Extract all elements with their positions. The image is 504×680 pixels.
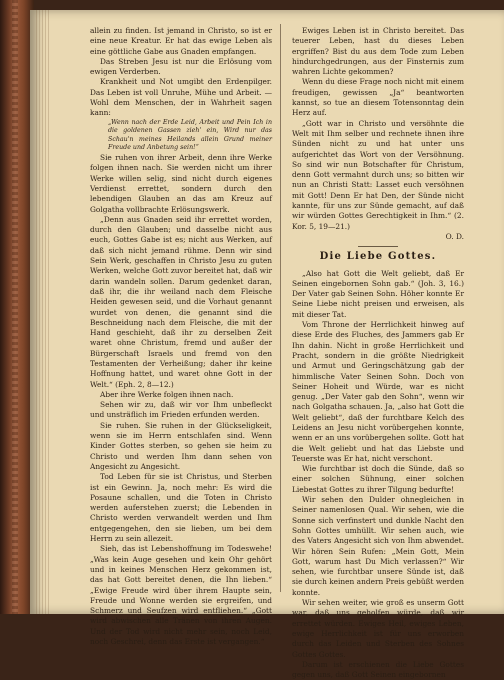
paragraph: Krankheit und Not umgibt den Erdenpilger. Das Leben ist voll Unruhe, Mühe und Arbeit. — Wohl dem Menschen, der in Wahrheit sagen kann: <box>90 77 272 118</box>
paragraph: Wenn du diese Frage noch nicht mit einem freudigen, gewissen „Ja“ beantworten kannst, so tue an diesem Totensonntag dein Herz auf. <box>292 77 464 118</box>
book-binding <box>0 0 34 614</box>
paragraph: Wie furchtbar ist doch die Sünde, daß so einer solchen Sühnung, einer solchen Liebestat Gottes zu ihrer Tilgung bedurfte! <box>292 464 464 494</box>
column-divider <box>280 24 281 592</box>
scripture-paragraph: „Gott war in Christo und versöhnte die Welt mit Ihm selber und rechnete ihnen ihre Sünden nicht zu und hat unter uns aufgerichtet das Wort von der Versöhnung. So sind wir nun Botschafter für Christum, denn Gott vermahnt durch uns; so bitten wir nun an Christi Statt: Lasset euch versöhnen mit Gott! Denn Er hat Den, der Sünde nicht kannte, für uns zur Sünde gemacht, auf daß wir würden Gottes Gerechtigkeit in Ihm.“ (2. Kor. 5, 19—21.) <box>292 118 464 231</box>
paragraph: Das Streben Jesu ist nur die Erlösung vom ewigen Verderben. <box>90 56 272 77</box>
paragraph: Darum ist erschienen die Liebe Gottes gegen uns, daß Gott Seinen eingebornen <box>292 659 464 680</box>
paragraph: Sie ruhen von ihrer Arbeit, denn ihre Werke folgen ihnen nach. Sie werden nicht um ihrer Werke willen selig, sind nicht durch eigenes Verdienst errettet, sondern durch den lebendigen Glauben an das am Kreuz auf Golgatha vollbrachte Erlösungswerk. <box>90 153 272 214</box>
paragraph: Aber ihre Werke folgen ihnen nach. <box>100 389 234 399</box>
verse-quote: „Wenn nach der Erde Leid, Arbeit und Pein Ich in die goldenen Gassen zieh' ein, Wird nur das Schau'n meines Heilands allein Grund meiner Freude und Anbetung sein!“ <box>108 118 272 152</box>
paragraph: Wir sehen weiter, wie groß es unserm Gott war, daß uns geholfen würde, daß wir errettet würden. Ewiges Heil, ewiges Leben, ewige Herrlichkeit ist für uns erworben durch das Leiden und Sterben des Sohnes Gottes Gottes. <box>292 598 464 659</box>
page-gutter-edge <box>36 10 50 614</box>
paragraph: Sieh, das ist Lebenshoffnung im Todeswehe! „Was kein Auge gesehen und kein Ohr gehört und in keines Menschen Herz gekommen ist, das hat Gott bereitet denen, die Ihn lieben.“ „Ewige Freude wird über ihrem Haupte sein, Freude und Wonne werden sie ergreifen, und Schmerz und Seufzen wird entfliehen.“ „Gott wird abwischen alle Tränen von ihren Augen. Und der Tod wird nicht mehr sein, noch Leid, noch Geschrei, denn das Erste ist vergangen.“ <box>90 544 272 646</box>
paragraph: allein zu finden. Ist jemand in Christo, so ist er eine neue Kreatur. Er hat das ewige Leben als eine göttliche Gabe aus Gnaden empfangen. <box>90 26 272 56</box>
paragraph: Sehen wir zu, daß wir vor Ihm unbefleckt und unsträflich im Frieden erfunden werden. <box>90 400 272 420</box>
left-column <box>90 26 272 647</box>
paragraph: „Also hat Gott die Welt geliebt, daß Er Seinen eingebornen Sohn gab.“ (Joh. 3, 16.) Der Vater gab Seinen Sohn. Höher konnte Er Seine Liebe nicht preisen und erweisen, als mit dieser Tat. <box>292 268 464 319</box>
article-title: Die Liebe Gottes. <box>319 251 437 263</box>
right-column <box>292 26 464 680</box>
paragraph: Wir sehen den Dulder ohnegleichen in Seiner namenlosen Qual. Wir sehen, wie die Sonne sich verfinstert und dunkle Nacht den Sohn Gottes umhüllt. Wir sehen auch, wie des Vaters Angesicht sich von Ihm abwendet. Wir hören Sein Rufen: „Mein Gott, Mein Gott, warum hast Du Mich verlassen?“ Wir sehen, wie furchtbar unsere Sünde ist, daß sie durch keinen andern Preis gebüßt werden konnte. <box>292 495 464 597</box>
paragraph: Ewiges Leben ist in Christo bereitet. Das teuerer Leben, hast du dieses Leben ergriffen? Bist du aus dem Tode zum Leben hindurchgedrungen, aus der Finsternis zum wahren Lichte gekommen? <box>292 26 464 77</box>
paragraph: Vom Throne der Herrlichkeit hinweg auf diese Erde des Fluches, des Jammers gab Er Ihn dahin. Nicht in große Herrlichkeit und Pracht, sondern in die größte Niedrigkeit und Armut und Geringschätzung gab der himmlische Vater Seinen Sohn. Doch von Seiner Hoheit und Würde, war es nicht genug. „Der Vater gab den Sohn“, wenn wir nach Golgatha schauen. Ja, „also hat Gott die Welt geliebt“, daß der furchtbare Kelch des Leidens an Jesu nicht vorübergehen konnte, wenn er an uns vorübergehen sollte. Gott hat die Welt geliebt und hat das Liebste und Teuerste was Er hat, nicht verschont. <box>292 320 464 463</box>
paragraph: Sie ruhen. Sie ruhen in der Glückseligkeit, wenn sie im Herrn entschlafen sind. Wenn Kinder Gottes sterben, so gehen sie heim zu Christo und werden Ihm dann sehen von Angesicht zu Angesicht. <box>90 420 272 471</box>
paragraph: Tod Leben für sie ist Christus, und Sterben ist ein Gewinn. Ja, noch mehr: Es wird die Posaune schallen, und die Toten in Christo werden auferstehen zuerst; die Lebenden in Christo werden verwandelt werden und Ihm entgegengehen, den sie lieben, um bei dem Herrn zu sein allezeit. <box>90 472 272 544</box>
section-separator <box>358 246 398 247</box>
author-signature: O. D. <box>445 231 464 241</box>
scripture-paragraph: „Denn aus Gnaden seid ihr errettet worden, durch den Glauben; und dasselbe nicht aus euch, Gottes Gabe ist es; nicht aus Werken, auf daß sich nicht jemand rühme. Denn wir sind Sein Werk, geschaffen in Christo Jesu zu guten Werken, welche Gott zuvor bereitet hat, daß wir darin wandeln sollen. Darum gedenket daran, daß ihr, die ihr weiland nach dem Fleische Heiden gewesen seid, und die Vorhaut genannt wurdet von denen, die genannt sind die Beschneidung nach dem Fleische, die mit der Hand geschieht, daß ihr zu derselben Zeit waret ohne Christum, fremd und außer der Bürgerschaft Israels und fremd von den Testamenten der Verheißung; daher ihr keine Hoffnung hattet, und waret ohne Gott in der Welt.“ (Eph. 2, 8—12.) <box>90 214 272 389</box>
